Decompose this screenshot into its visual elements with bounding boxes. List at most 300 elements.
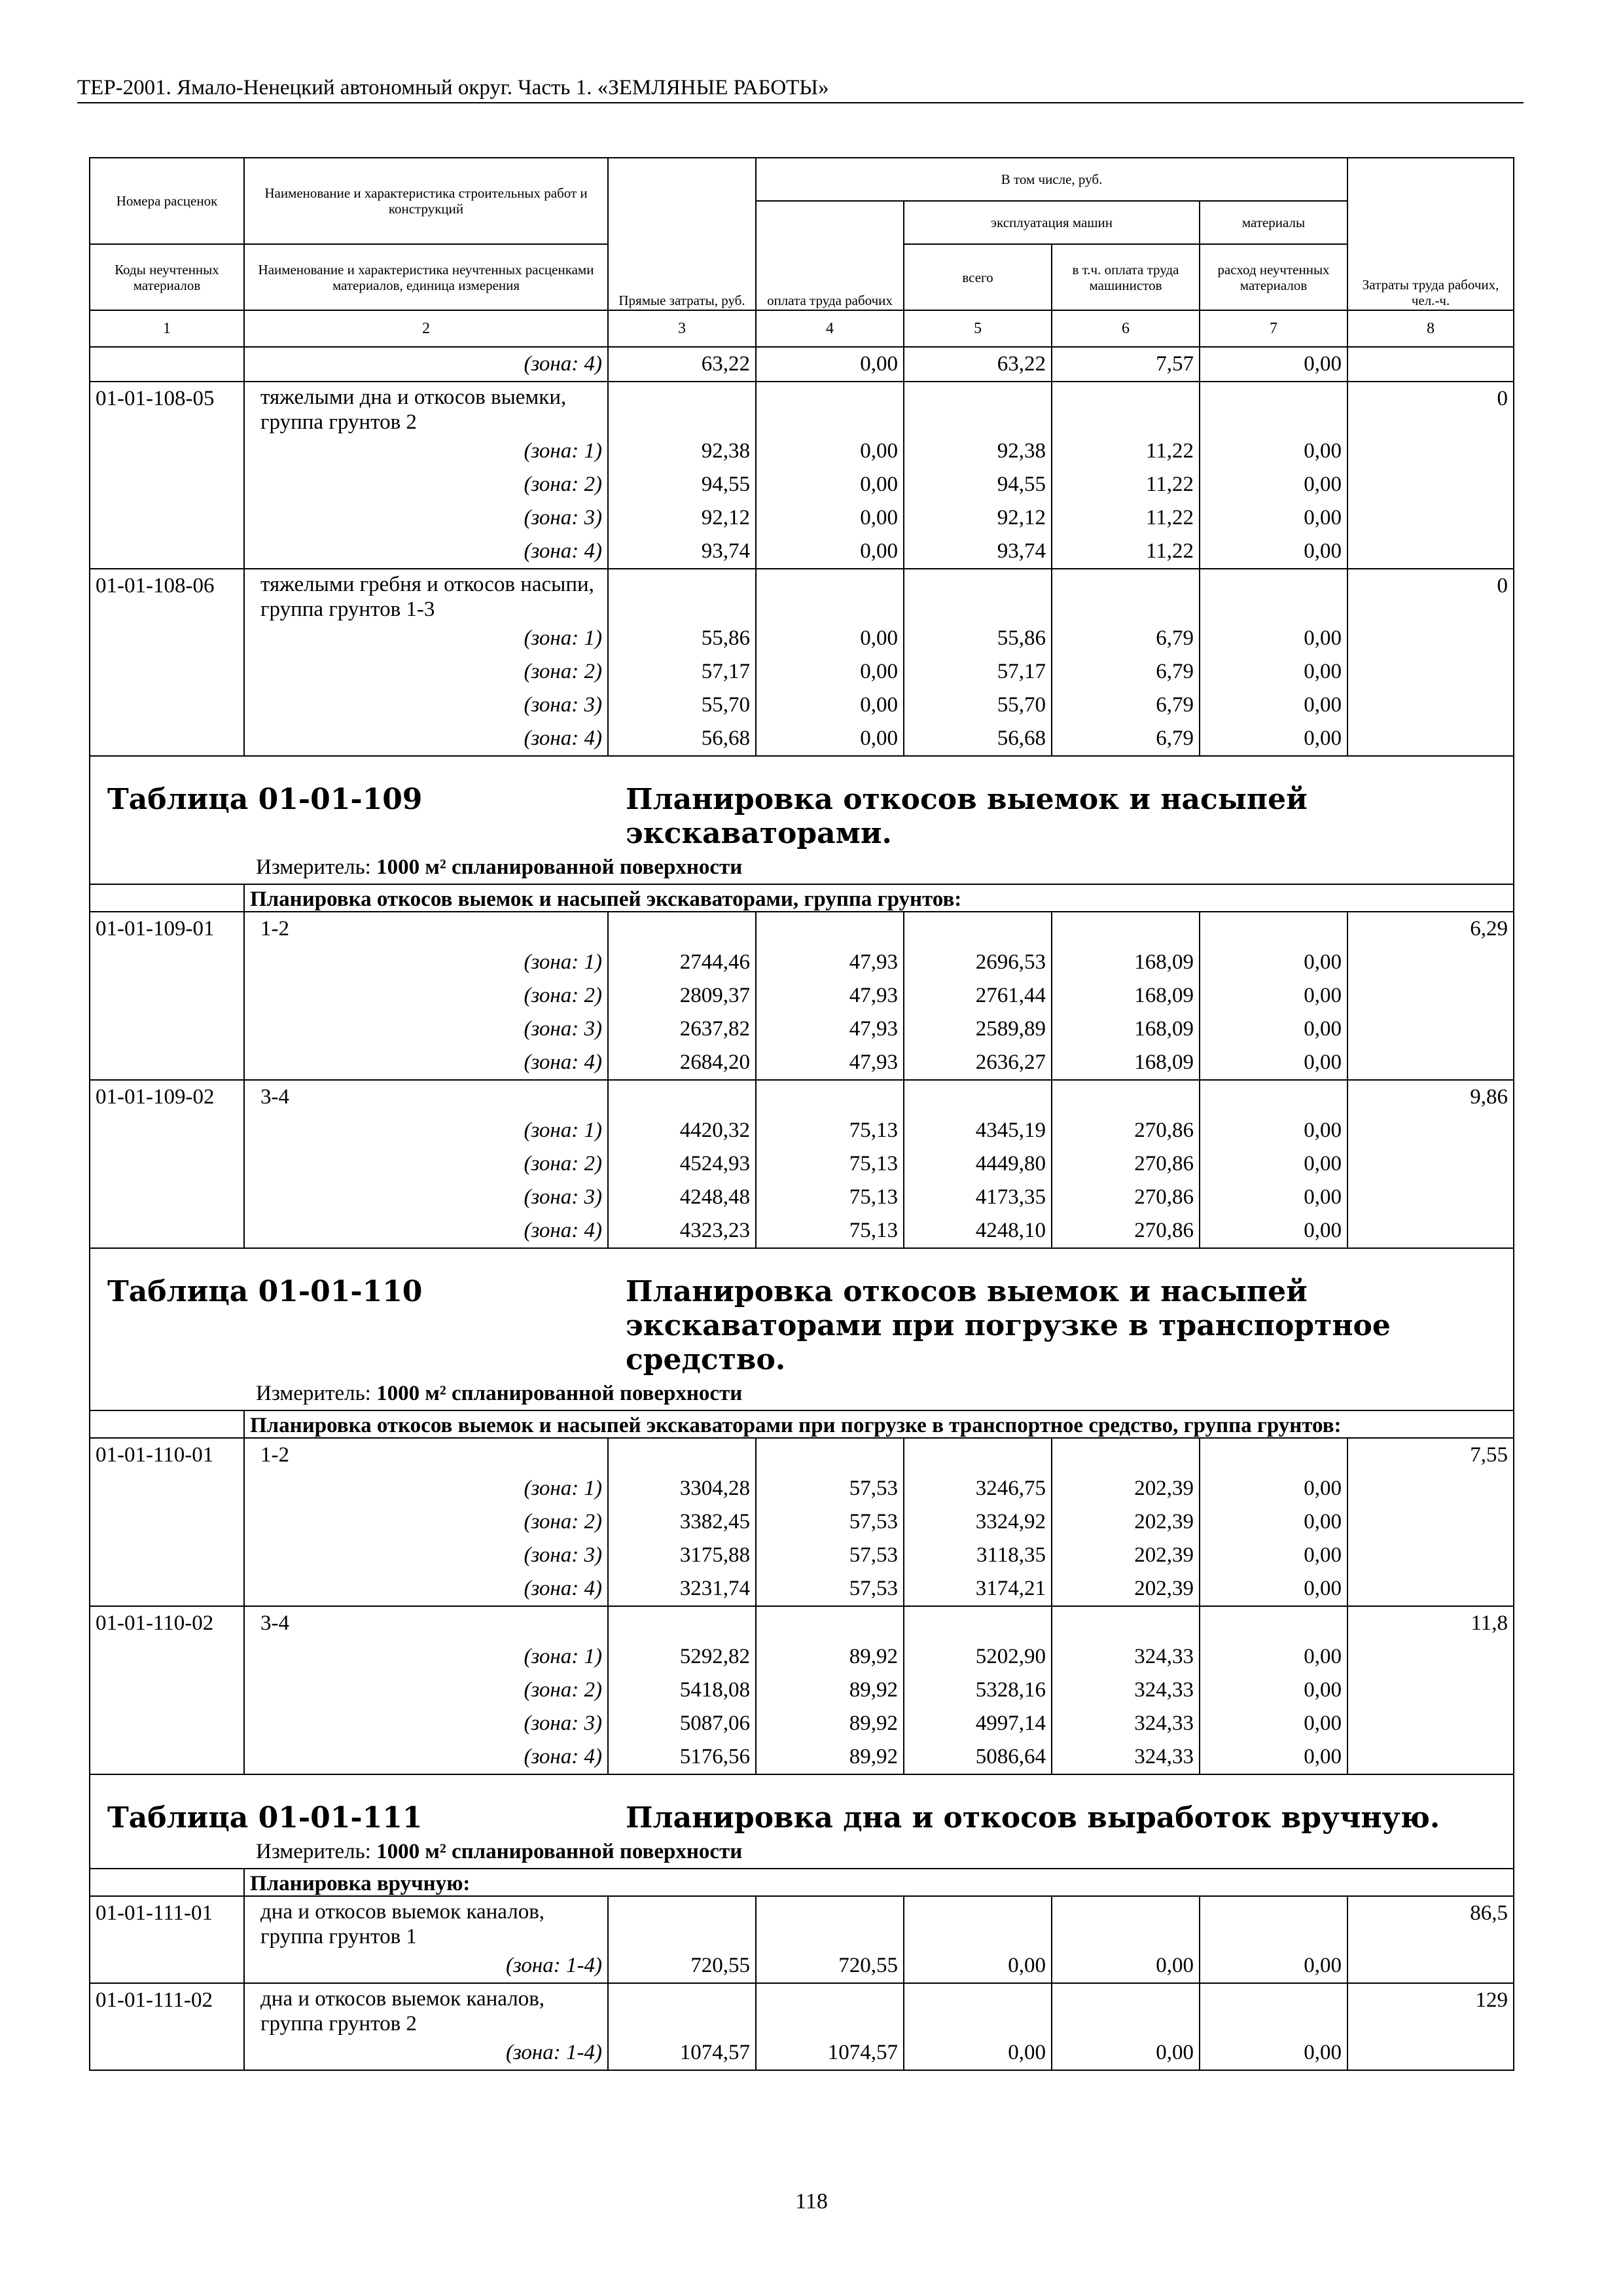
value-cell: 2761,44 [904,979,1052,1013]
value-cell: 0,00 [756,535,904,569]
value-cell: 202,39 [1052,1505,1200,1539]
value-cell [1200,1438,1347,1472]
rate-row [90,569,1514,622]
value-cell: 168,09 [1052,1046,1200,1080]
rate-code-cell [90,1674,244,1707]
table-measure [90,1377,1513,1410]
value-cell: 2684,20 [608,1046,756,1080]
labor-cell [1347,1046,1514,1080]
value-cell [904,569,1052,622]
rate-row [90,382,1514,435]
value-cell: 5202,90 [904,1640,1052,1674]
table-row [90,1505,1514,1539]
value-cell: 4420,32 [608,1114,756,1147]
rate-code-cell [90,689,244,722]
value-cell: 0,00 [1200,1472,1347,1505]
value-cell [1052,912,1200,946]
rate-code-cell [90,347,244,382]
rate-name: 1-2 [244,912,608,946]
rate-name: 1-2 [244,1438,608,1472]
labor-cell [1347,979,1514,1013]
value-cell: 0,00 [1200,1214,1347,1248]
section-code-cell [90,1410,244,1438]
value-cell [1200,382,1347,435]
table-row [90,1539,1514,1572]
value-cell: 89,92 [756,1707,904,1740]
zone-label: (зона: 4) [244,1740,608,1774]
value-cell: 47,93 [756,1013,904,1046]
section-title: Планировка откосов выемок и насыпей экскаваторами, группа грунтов: [244,884,1514,912]
value-cell: 0,00 [1200,1046,1347,1080]
value-cell: 720,55 [608,1949,756,1983]
value-cell: 0,00 [756,655,904,689]
value-cell: 0,00 [1200,468,1347,501]
header-machines-total: всего [904,244,1052,310]
rate-code-cell [90,1707,244,1740]
value-cell: 0,00 [1200,1949,1347,1983]
measure-prefix: Измеритель: [256,855,371,879]
labor-cell [1347,347,1514,382]
table-row [90,1214,1514,1248]
value-cell: 1074,57 [608,2036,756,2070]
value-cell: 11,22 [1052,435,1200,468]
value-cell [1052,569,1200,622]
table-row [90,622,1514,655]
value-cell [608,912,756,946]
value-cell: 3174,21 [904,1572,1052,1606]
rate-name: тяжелыми гребня и откосов насыпи, группа грунтов 1-3 [244,569,608,622]
value-cell: 168,09 [1052,1013,1200,1046]
value-cell [1052,1438,1200,1472]
column-number: 4 [756,310,904,347]
labor-cell [1347,1181,1514,1214]
labor-cost: 9,86 [1347,1080,1514,1114]
value-cell: 11,22 [1052,535,1200,569]
table-row [90,1949,1514,1983]
value-cell: 47,93 [756,946,904,979]
value-cell [756,1438,904,1472]
labor-cell [1347,655,1514,689]
header-work-name: Наименование и характеристика строительных работ и конструкций [244,158,608,244]
rate-row [90,1438,1514,1472]
value-cell: 11,22 [1052,468,1200,501]
table-row [90,689,1514,722]
value-cell: 4173,35 [904,1181,1052,1214]
table-measure [90,851,1513,884]
rate-code-cell [90,1181,244,1214]
value-cell: 0,00 [1200,347,1347,382]
header-labor-pay: оплата труда рабочих [756,201,904,310]
value-cell: 0,00 [756,689,904,722]
zone-label: (зона: 1) [244,435,608,468]
section-title: Планировка вручную: [244,1869,1514,1896]
table-row [90,1472,1514,1505]
value-cell: 55,86 [904,622,1052,655]
rate-code-cell [90,535,244,569]
header-direct-costs: Прямые затраты, руб. [608,158,756,310]
labor-cost: 0 [1347,382,1514,435]
header-materials: материалы [1200,201,1347,244]
value-cell: 3382,45 [608,1505,756,1539]
zone-label: (зона: 4) [244,1046,608,1080]
value-cell: 6,79 [1052,622,1200,655]
value-cell: 5418,08 [608,1674,756,1707]
value-cell: 0,00 [1200,501,1347,535]
rate-code-cell [90,655,244,689]
value-cell: 0,00 [1200,689,1347,722]
labor-cost: 7,55 [1347,1438,1514,1472]
value-cell: 56,68 [904,722,1052,756]
rate-name: 3-4 [244,1080,608,1114]
table-row [90,1572,1514,1606]
value-cell: 2809,37 [608,979,756,1013]
labor-cell [1347,435,1514,468]
table-row [90,1181,1514,1214]
value-cell: 168,09 [1052,979,1200,1013]
table-heading-row [90,1248,1514,1410]
rate-code-cell [90,1472,244,1505]
value-cell: 5328,16 [904,1674,1052,1707]
value-cell: 270,86 [1052,1147,1200,1181]
value-cell [756,569,904,622]
page-number: 118 [795,2189,828,2214]
value-cell: 1074,57 [756,2036,904,2070]
table-caption: Планировка дна и откосов выработок вручную. [626,1801,1440,1835]
value-cell: 93,74 [608,535,756,569]
table-row [90,501,1514,535]
value-cell [904,1983,1052,2036]
table-heading [90,1774,1514,1869]
value-cell: 2637,82 [608,1013,756,1046]
table-row [90,1707,1514,1740]
value-cell: 0,00 [1200,435,1347,468]
rate-name: дна и откосов выемок каналов, группа грунтов 2 [244,1983,608,2036]
value-cell: 324,33 [1052,1707,1200,1740]
value-cell [1052,382,1200,435]
value-cell: 4449,80 [904,1147,1052,1181]
rate-code-cell [90,1572,244,1606]
table-row [90,1640,1514,1674]
value-cell: 0,00 [1200,946,1347,979]
rates-table [89,157,1514,2071]
value-cell: 3231,74 [608,1572,756,1606]
rate-code-cell [90,1539,244,1572]
section-row [90,884,1514,912]
zone-label: (зона: 2) [244,1674,608,1707]
labor-cell [1347,535,1514,569]
labor-cost: 129 [1347,1983,1514,2036]
value-cell: 5086,64 [904,1740,1052,1774]
table-row [90,468,1514,501]
page-header: ТЕР-2001. Ямало-Ненецкий автономный округ. Часть 1. «ЗЕМЛЯНЫЕ РАБОТЫ» [77,73,1524,103]
value-cell [1200,1080,1347,1114]
value-cell: 0,00 [1200,1505,1347,1539]
column-number: 5 [904,310,1052,347]
value-cell: 4345,19 [904,1114,1052,1147]
value-cell [1052,1606,1200,1640]
value-cell: 0,00 [1052,1949,1200,1983]
value-cell: 324,33 [1052,1640,1200,1674]
value-cell: 0,00 [1200,979,1347,1013]
table-row [90,979,1514,1013]
value-cell: 92,38 [608,435,756,468]
labor-cell [1347,1013,1514,1046]
value-cell: 47,93 [756,979,904,1013]
header-machines-labor: в т.ч. оплата труда машинистов [1052,244,1200,310]
value-cell: 55,70 [608,689,756,722]
value-cell [904,382,1052,435]
value-cell [1200,1606,1347,1640]
table-number: Таблица 01-01-111 [107,1801,423,1835]
zone-label: (зона: 2) [244,655,608,689]
value-cell: 94,55 [904,468,1052,501]
value-cell [608,1896,756,1949]
section-row [90,1410,1514,1438]
value-cell: 6,79 [1052,722,1200,756]
value-cell: 0,00 [904,1949,1052,1983]
value-cell: 0,00 [1200,1572,1347,1606]
value-cell: 3304,28 [608,1472,756,1505]
value-cell [608,1606,756,1640]
labor-cost: 6,29 [1347,912,1514,946]
value-cell: 0,00 [1200,1740,1347,1774]
value-cell: 5087,06 [608,1707,756,1740]
section-title: Планировка откосов выемок и насыпей экскаваторами при погрузке в транспортное средство, группа грунтов: [244,1410,1514,1438]
rate-code-cell [90,722,244,756]
section-code-cell [90,1869,244,1896]
value-cell: 63,22 [608,347,756,382]
zone-label: (зона: 2) [244,468,608,501]
header-material-codes: Коды неучтенных материалов [90,244,244,310]
value-cell: 92,38 [904,435,1052,468]
value-cell: 57,17 [904,655,1052,689]
value-cell [904,1438,1052,1472]
value-cell: 7,57 [1052,347,1200,382]
rate-code-cell [90,501,244,535]
header-labor-cost: Затраты труда рабочих, чел.-ч. [1347,158,1514,310]
value-cell: 55,70 [904,689,1052,722]
table-row [90,1046,1514,1080]
table-caption: Планировка откосов выемок и насыпей экскаваторами. [626,783,1308,850]
rate-code: 01-01-108-06 [90,569,244,622]
labor-cell [1347,1640,1514,1674]
value-cell: 0,00 [756,622,904,655]
measure-prefix: Измеритель: [256,1382,371,1405]
value-cell: 11,22 [1052,501,1200,535]
value-cell [608,1983,756,2036]
table-row [90,347,1514,382]
value-cell: 6,79 [1052,655,1200,689]
value-cell: 6,79 [1052,689,1200,722]
labor-cell [1347,1674,1514,1707]
zone-label: (зона: 4) [244,1572,608,1606]
measure-prefix: Измеритель: [256,1840,371,1863]
value-cell: 5176,56 [608,1740,756,1774]
table-caption: Планировка откосов выемок и насыпей экскаваторами при погрузке в транспортное средство. [626,1275,1391,1376]
labor-cell [1347,1505,1514,1539]
value-cell: 2589,89 [904,1013,1052,1046]
labor-cell [1347,1740,1514,1774]
zone-label: (зона: 2) [244,979,608,1013]
value-cell: 0,00 [904,2036,1052,2070]
table-heading-row [90,1774,1514,1869]
value-cell: 2636,27 [904,1046,1052,1080]
labor-cell [1347,622,1514,655]
table-heading [90,1248,1514,1410]
header-material-names: Наименование и характеристика неучтенных расценками материалов, единица измерения [244,244,608,310]
zone-label: (зона: 3) [244,689,608,722]
section-code-cell [90,884,244,912]
rate-code-cell [90,1147,244,1181]
header-materials-unaccounted: расход неучтенных материалов [1200,244,1347,310]
rate-code: 01-01-111-01 [90,1896,244,1949]
value-cell [756,1896,904,1949]
value-cell: 3175,88 [608,1539,756,1572]
zone-label: (зона: 1) [244,1472,608,1505]
value-cell: 324,33 [1052,1674,1200,1707]
value-cell [1200,912,1347,946]
rate-row [90,1983,1514,2036]
rate-code-cell [90,468,244,501]
rate-row [90,1606,1514,1640]
table-row [90,435,1514,468]
value-cell: 720,55 [756,1949,904,1983]
table-row [90,722,1514,756]
value-cell: 92,12 [904,501,1052,535]
column-number: 7 [1200,310,1347,347]
value-cell: 270,86 [1052,1214,1200,1248]
value-cell: 168,09 [1052,946,1200,979]
rate-code: 01-01-109-01 [90,912,244,946]
value-cell: 270,86 [1052,1181,1200,1214]
table-row [90,535,1514,569]
value-cell: 0,00 [1200,1640,1347,1674]
value-cell [1052,1983,1200,2036]
value-cell [756,1606,904,1640]
value-cell: 4248,10 [904,1214,1052,1248]
zone-label: (зона: 4) [244,1214,608,1248]
value-cell: 57,53 [756,1472,904,1505]
rate-code: 01-01-111-02 [90,1983,244,2036]
value-cell: 75,13 [756,1114,904,1147]
rate-code-cell [90,1114,244,1147]
value-cell [1200,1983,1347,2036]
labor-cell [1347,1472,1514,1505]
header-rate-numbers: Номера расценок [90,158,244,244]
rate-code: 01-01-109-02 [90,1080,244,1114]
value-cell: 47,93 [756,1046,904,1080]
value-cell: 4997,14 [904,1707,1052,1740]
zone-label: (зона: 1) [244,1114,608,1147]
rate-row [90,912,1514,946]
rate-name: тяжелыми дна и откосов выемки, группа грунтов 2 [244,382,608,435]
value-cell: 0,00 [1200,1181,1347,1214]
value-cell: 3324,92 [904,1505,1052,1539]
table-row [90,1013,1514,1046]
value-cell: 0,00 [1200,722,1347,756]
zone-label: (зона: 4) [244,535,608,569]
measure-value: 1000 м² спланированной поверхности [376,1840,743,1863]
table-row [90,1147,1514,1181]
zone-label: (зона: 1) [244,946,608,979]
value-cell: 0,00 [1200,2036,1347,2070]
labor-cell [1347,1949,1514,1983]
value-cell [1052,1080,1200,1114]
zone-label: (зона: 2) [244,1147,608,1181]
value-cell [1052,1896,1200,1949]
value-cell: 0,00 [1200,622,1347,655]
zone-label: (зона: 1) [244,622,608,655]
value-cell: 55,86 [608,622,756,655]
rate-name: 3-4 [244,1606,608,1640]
value-cell: 0,00 [1200,1013,1347,1046]
value-cell: 2696,53 [904,946,1052,979]
value-cell: 0,00 [1200,535,1347,569]
labor-cell [1347,1214,1514,1248]
table-row [90,946,1514,979]
table-header [90,158,1514,347]
value-cell: 0,00 [756,435,904,468]
value-cell [608,382,756,435]
measure-value: 1000 м² спланированной поверхности [376,855,743,879]
value-cell: 57,53 [756,1505,904,1539]
rate-row [90,1080,1514,1114]
zone-label: (зона: 3) [244,1707,608,1740]
value-cell [756,912,904,946]
value-cell: 0,00 [1052,2036,1200,2070]
table-number: Таблица 01-01-110 [107,1275,423,1308]
value-cell: 3246,75 [904,1472,1052,1505]
rate-code-cell [90,2036,244,2070]
labor-cell [1347,722,1514,756]
rate-code-cell [90,1505,244,1539]
labor-cell [1347,501,1514,535]
header-machines: эксплуатация машин [904,201,1200,244]
table-number: Таблица 01-01-109 [107,783,423,816]
value-cell: 0,00 [756,501,904,535]
value-cell: 202,39 [1052,1539,1200,1572]
value-cell: 270,86 [1052,1114,1200,1147]
zone-label: (зона: 3) [244,1013,608,1046]
zone-label: (зона: 1-4) [244,2036,608,2070]
value-cell: 89,92 [756,1674,904,1707]
value-cell [756,1080,904,1114]
value-cell: 0,00 [1200,1707,1347,1740]
value-cell: 4323,23 [608,1214,756,1248]
value-cell: 4248,48 [608,1181,756,1214]
value-cell: 57,17 [608,655,756,689]
column-number: 6 [1052,310,1200,347]
value-cell: 0,00 [756,347,904,382]
value-cell: 93,74 [904,535,1052,569]
value-cell [904,1080,1052,1114]
rate-code: 01-01-110-02 [90,1606,244,1640]
rate-code-cell [90,946,244,979]
value-cell: 0,00 [756,468,904,501]
labor-cell [1347,1539,1514,1572]
value-cell: 57,53 [756,1539,904,1572]
value-cell: 0,00 [1200,1147,1347,1181]
labor-cell [1347,1572,1514,1606]
value-cell: 94,55 [608,468,756,501]
value-cell: 0,00 [1200,1114,1347,1147]
rate-code-cell [90,1013,244,1046]
value-cell [756,382,904,435]
rate-code-cell [90,1640,244,1674]
value-cell: 3118,35 [904,1539,1052,1572]
zone-label: (зона: 4) [244,722,608,756]
value-cell [904,1896,1052,1949]
